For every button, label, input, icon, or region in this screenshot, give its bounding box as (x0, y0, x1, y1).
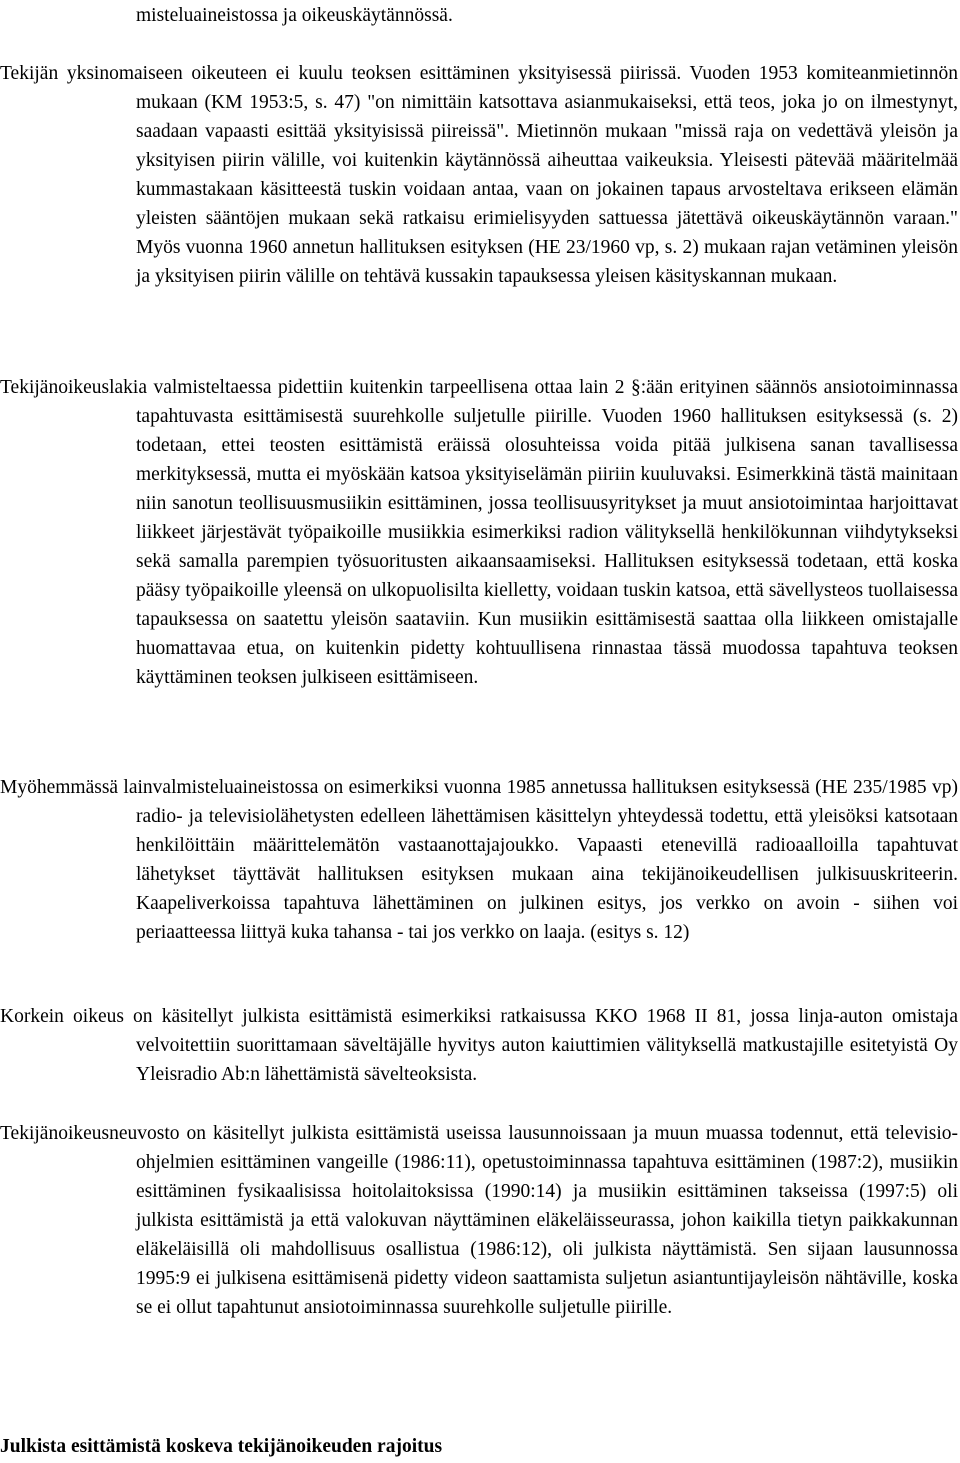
paragraph-supreme-court: Korkein oikeus on käsitellyt julkista esittämistä esimerkiksi ratkaisussa KKO 1968 II 81, jossa linja-auton omistaja velvoitettiin suorittamaan säveltäjälle hyvitys auton kaiuttimien välityksellä matkustajille esitetyistä Oy Yleisradio Ab:n lähettämistä sävelteoksista. (0, 1006, 958, 1085)
paragraph-copyright-council: Tekijänoikeusneuvosto on käsitellyt julkista esittämistä useissa lausunnoissaan ja muun muassa todennut, että televisio-ohjelmien esittäminen vangeille (1986:11), opetustoiminnassa tapahtuva esittäminen (1987:2), musiikin esittäminen fysikaalisissa hoitolaitoksissa (1990:14) ja musiikin esittäminen takseissa (1997:5) oli julkista esittämistä ja että valokuvan näyttäminen eläkeläisseurassa, johon kaikilla tietyn paikkakunnan eläkeläisillä oli mahdollisuus osallistua (1986:12), oli julkista näyttämistä. Sen sijaan lausunnossa 1995:9 ei julkisena esittämisenä pidetty videon saattamista suljetun asiantuntijayleisön nähtäville, koska se ei ollut tapahtunut ansiotoiminnassa suurehkolle suljetulle piirille. (0, 1123, 958, 1318)
paragraph-continuation: misteluaineistossa ja oikeuskäytännössä. (136, 5, 453, 26)
paragraph-private-circle: Tekijän yksinomaiseen oikeuteen ei kuulu teoksen esittäminen yksityisessä piirissä. Vuoden 1953 komiteanmietinnön mukaan (KM 1953:5, s. 47) "on nimittäin katsottava asianmukaiseksi, että teos, joka jo on ilmestynyt, saadaan vapaasti esittää yksityisissä piireissä". Mietinnön mukaan "missä raja on vedettävä yleisön ja yksityisen piirin välille, voi kuitenkin käytännössä aiheuttaa vaikeuksia. Yleisesti pätevää määritelmää kummastakaan käsitteestä tuskin voidaan antaa, vaan on jokainen tapaus arvosteltava erikseen elämän yleisten sääntöjen mukaan sekä ratkaisu erimielisyyden sattuessa jätettävä oikeuskäytännön varaan." Myös vuonna 1960 annetun hallituksen esityksen (HE 23/1960 vp, s. 2) mukaan rajan vetäminen yleisön ja yksityisen piirin välille on tehtävä kussakin tapauksessa yleisen käsityskannan mukaan. (0, 63, 958, 287)
paragraph-copyright-law-preparation: Tekijänoikeuslakia valmisteltaessa pidettiin kuitenkin tarpeellisena ottaa lain 2 §:ään erityinen säännös ansiotoiminnassa tapahtuvasta esittämisestä suurehkolle suljetulle piirille. Vuoden 1960 hallituksen esityksessä (s. 2) todetaan, ettei teosten esittämistä eräissä olosuhteissa voida pitää julkisena sanan tavallisessa merkityksessä, mutta ei myöskään katsoa yksityiselämän piiriin kuuluvaksi. Esimerkkinä tästä mainitaan niin sanotun teollisuusmusiikin esittäminen, jossa teollisuusyritykset ja muut ansiotoimintaa harjoittavat liikkeet järjestävät työpaikoille musiikkia esimerkiksi radion välityksellä henkilökunnan viihdytykseksi sekä samalla parempien työsuoritusten aikaansaamiseksi. Hallituksen esityksessä todetaan, että koska pääsy työpaikoille yleensä on ulkopuolisilta kielletty, voidaan tuskin katsoa, että sävellysteos tuollaisessa tapauksessa on saatettu yleisön saataviin. Kun musiikin esittämisestä saattaa olla liikkeen omistajalle huomattavaa etua, on kuitenkin pidetty kohtuullisena rinnastaa tässä muodossa tapahtuva teoksen käyttäminen teoksen julkiseen esittämiseen. (0, 377, 958, 688)
section-heading: Julkista esittämistä koskeva tekijänoikeuden rajoitus (0, 1436, 443, 1457)
paragraph-later-legislation: Myöhemmässä lainvalmisteluaineistossa on esimerkiksi vuonna 1985 annetussa hallituksen esityksessä (HE 235/1985 vp) radio- ja televisiolähetysten edelleen lähettämisen käsittelyn yhteydessä todettu, että yleisöksi katsotaan henkilöittäin määrittelemätön vastaanottajajoukko. Vapaasti etenevillä radioaalloilla tapahtuvat lähetykset täyttävät hallituksen esityksen mukaan aina tekijänoikeudellisen julkisuuskriteerin. Kaapeliverkoissa tapahtuva lähettäminen on julkinen esitys, jos verkko on avoin - siihen voi periaatteessa liittyä kuka tahansa - tai jos verkko on laaja. (esitys s. 12) (0, 777, 958, 943)
